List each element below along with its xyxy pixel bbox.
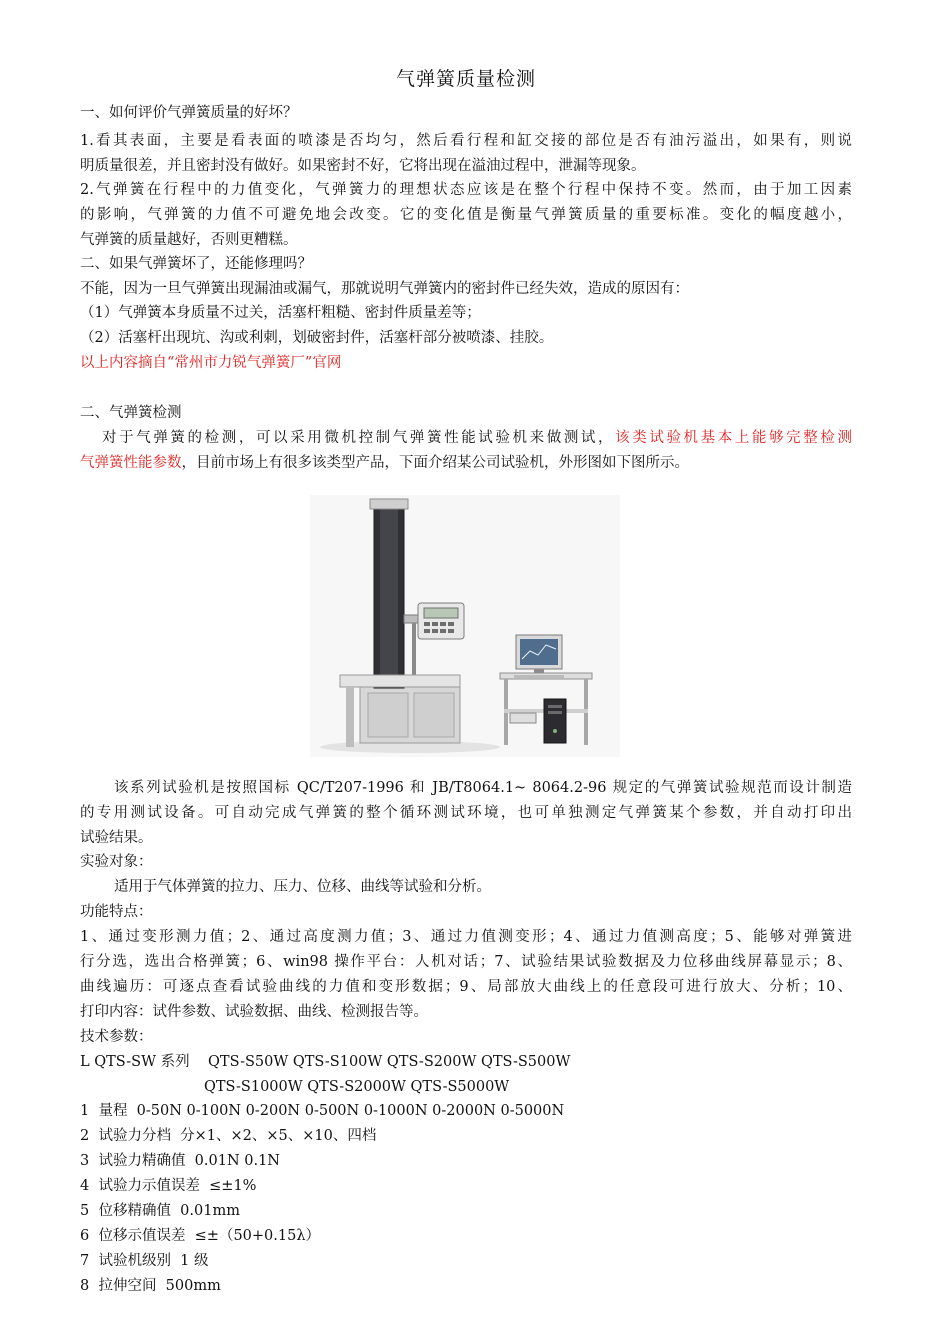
features-heading: 功能特点： bbox=[80, 904, 153, 920]
paragraph-4-line-1: 对于气弹簧的检测，可以采用微机控制气弹簧性能试验机来做测试，该类试验机基本上能够完整检测 bbox=[102, 430, 852, 446]
models-line-1: L QTS-SW 系列 QTS-S50W QTS-S100W QTS-S200W QTS-S500W bbox=[80, 1054, 571, 1070]
source-note: 以上内容摘自“常州市力锐气弹簧厂”官网 bbox=[80, 355, 342, 371]
highlight-text: 气弹簧性能参数 bbox=[80, 455, 182, 471]
paragraph-2-line-3: 气弹簧的质量越好，否则更糟糕。 bbox=[80, 232, 298, 248]
highlight-text: 该类试验机基本上能够完整检测 bbox=[615, 430, 852, 446]
paragraph-5-line-1: 该系列试验机是按照国标 QC/T207-1996 和 JB/T8064.1~ 8064.2-96 规定的气弹簧试验规范而设计制造 bbox=[114, 780, 852, 796]
param-item: 7 试验机级别 1 级 bbox=[80, 1253, 209, 1269]
section-heading-3: 二、气弹簧检测 bbox=[80, 405, 182, 421]
page-title: 气弹簧质量检测 bbox=[395, 68, 536, 90]
section-heading-2: 二、如果气弹簧坏了，还能修理吗？ bbox=[80, 256, 312, 272]
paragraph-3: 不能，因为一旦气弹簧出现漏油或漏气，那就说明气弹簧内的密封件已经失效，造成的原因有： bbox=[80, 281, 689, 297]
param-item: 6 位移示值误差 ≤±（50+0.15λ） bbox=[80, 1228, 321, 1244]
objects-text: 适用于气体弹簧的拉力、压力、位移、曲线等试验和分析。 bbox=[114, 879, 491, 895]
objects-heading: 实验对象： bbox=[80, 854, 153, 870]
paragraph-5-line-3: 试验结果。 bbox=[80, 830, 153, 846]
section-heading-1: 一、如何评价气弹簧质量的好坏？ bbox=[80, 105, 298, 121]
param-item: 1 量程 0-50N 0-100N 0-200N 0-500N 0-1000N 0-2000N 0-5000N bbox=[80, 1103, 565, 1119]
paragraph-2-line-2: 的影响，气弹簧的力值不可避免地会改变。它的变化值是衡量气弹簧质量的重要标准。变化的幅度越小， bbox=[80, 207, 852, 223]
param-item: 8 拉伸空间 500mm bbox=[80, 1278, 221, 1294]
cause-item-1: （1）气弹簧本身质量不过关，活塞杆粗糙、密封件质量差等； bbox=[80, 305, 481, 321]
param-item: 2 试验力分档 分×1、×2、×5、×10、四档 bbox=[80, 1128, 377, 1144]
tech-heading: 技术参数： bbox=[80, 1029, 153, 1045]
cause-item-2: （2）活塞杆出现坑、沟或利刺，划破密封件，活塞杆部分被喷漆、挂胶。 bbox=[80, 330, 554, 346]
param-item: 4 试验力示值误差 ≤±1% bbox=[80, 1178, 257, 1194]
paragraph-1-line-2: 明质量很差，并且密封没有做好。如果密封不好，它将出现在溢油过程中，泄漏等现象。 bbox=[80, 158, 646, 174]
paragraph-5-line-2: 的专用测试设备。可自动完成气弹簧的整个循环测试环境，也可单独测定气弹簧某个参数，并自动打印出 bbox=[80, 805, 852, 821]
features-line-3: 曲线遍历：可逐点查看试验曲线的力值和变形数据；9、局部放大曲线上的任意段可进行放大、分析；10、 bbox=[80, 979, 853, 995]
models-line-2: QTS-S1000W QTS-S2000W QTS-S5000W bbox=[204, 1079, 510, 1095]
features-line-1: 1、通过变形测力值；2、通过高度测力值；3、通过力值测变形；4、通过力值测高度；5、能够对弹簧进 bbox=[80, 929, 852, 945]
paragraph-4-line-2: 气弹簧性能参数，目前市场上有很多该类型产品，下面介绍某公司试验机，外形图如下图所示。 bbox=[80, 455, 689, 471]
testing-machine-image bbox=[310, 495, 620, 757]
param-item: 3 试验力精确值 0.01N 0.1N bbox=[80, 1153, 280, 1169]
param-item: 5 位移精确值 0.01mm bbox=[80, 1203, 240, 1219]
features-line-2: 行分选，选出合格弹簧；6、win98 操作平台：人机对话；7、试验结果试验数据及力位移曲线屏幕显示；8、 bbox=[80, 954, 852, 970]
features-line-4: 打印内容：试件参数、试验数据、曲线、检测报告等。 bbox=[80, 1004, 428, 1020]
paragraph-1-line-1: 1.看其表面，主要是看表面的喷漆是否均匀，然后看行程和缸交接的部位是否有油污溢出，如果有，则说 bbox=[80, 133, 852, 149]
paragraph-2-line-1: 2.气弹簧在行程中的力值变化，气弹簧力的理想状态应该是在整个行程中保持不变。然而，由于加工因素 bbox=[80, 182, 852, 198]
